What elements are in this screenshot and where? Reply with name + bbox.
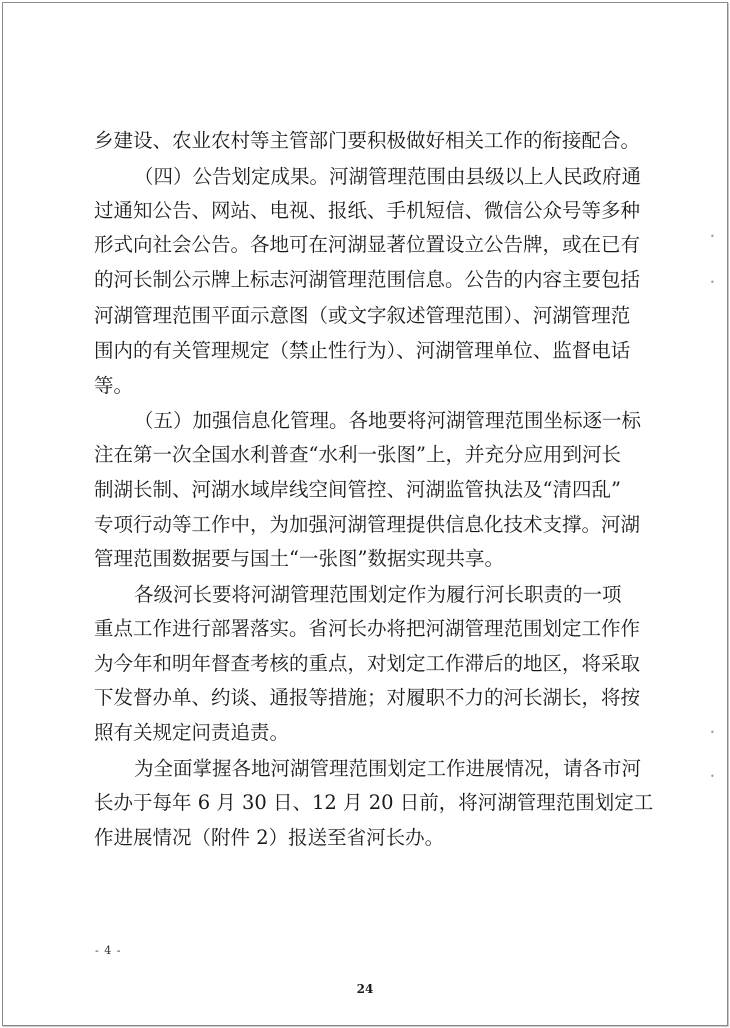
paragraph-line: 长办于每年 6 月 30 日、12 月 20 日前，将河湖管理范围划定工 <box>94 791 654 814</box>
paragraph-line: 作进展情况（附件 2）报送至省河长办。 <box>94 826 445 849</box>
paragraph-line: 重点工作进行部署落实。省河长办将把河湖管理范围划定工作作 <box>94 617 641 640</box>
paragraph-line: 专项行动等工作中，为加强河湖管理提供信息化技术支撑。河湖 <box>94 513 641 536</box>
paragraph-line: 河湖管理范围平面示意图（或文字叙述管理范围）、河湖管理范 <box>94 304 631 327</box>
paragraph-line: 管理范围数据要与国土“一张图”数据实现共享。 <box>94 547 504 570</box>
scan-dot-mark: • <box>710 728 715 737</box>
paragraph-line: （四）公告划定成果。河湖管理范围由县级以上人民政府通 <box>134 165 642 188</box>
page-number: 24 <box>356 982 374 996</box>
paragraph-line: 制湖长制、河湖水域岸线空间管控、河湖监管执法及“清四乱” <box>94 478 621 501</box>
scan-dot-mark: • <box>710 232 715 241</box>
paragraph-line: 为今年和明年督查考核的重点，对划定工作滞后的地区，将采取 <box>94 652 641 675</box>
paragraph-line: 下发督办单、约谈、通报等措施；对履职不力的河长湖长，将按 <box>94 686 641 709</box>
paragraph-line: 各级河长要将河湖管理范围划定作为履行河长职责的一项 <box>134 583 622 606</box>
scan-dot-mark: • <box>710 772 715 781</box>
paragraph-line: 等。 <box>94 374 134 397</box>
paragraph-line: 过通知公告、网站、电视、报纸、手机短信、微信公众号等多种 <box>94 199 641 222</box>
paragraph-line: 围内的有关管理规定（禁止性行为）、河湖管理单位、监督电话 <box>94 339 631 362</box>
paragraph-line: 的河长制公示牌上标志河湖管理范围信息。公告的内容主要包括 <box>94 268 641 291</box>
paragraph-line: （五）加强信息化管理。各地要将河湖管理范围坐标逐一标 <box>134 409 642 432</box>
paragraph-line: 照有关规定问责追责。 <box>94 721 290 744</box>
paragraph-line: 乡建设、农业农村等主管部门要积极做好相关工作的衔接配合。 <box>94 129 641 152</box>
paragraph-line: 注在第一次全国水利普查“水利一张图”上，并充分应用到河长 <box>94 443 621 466</box>
scan-dot-mark: • <box>710 278 715 287</box>
paragraph-line: 为全面掌握各地河湖管理范围划定工作进展情况，请各市河 <box>134 757 642 780</box>
inner-page-label: - 4 - <box>95 944 122 957</box>
paragraph-line: 形式向社会公告。各地可在河湖显著位置设立公告牌，或在已有 <box>94 233 641 256</box>
